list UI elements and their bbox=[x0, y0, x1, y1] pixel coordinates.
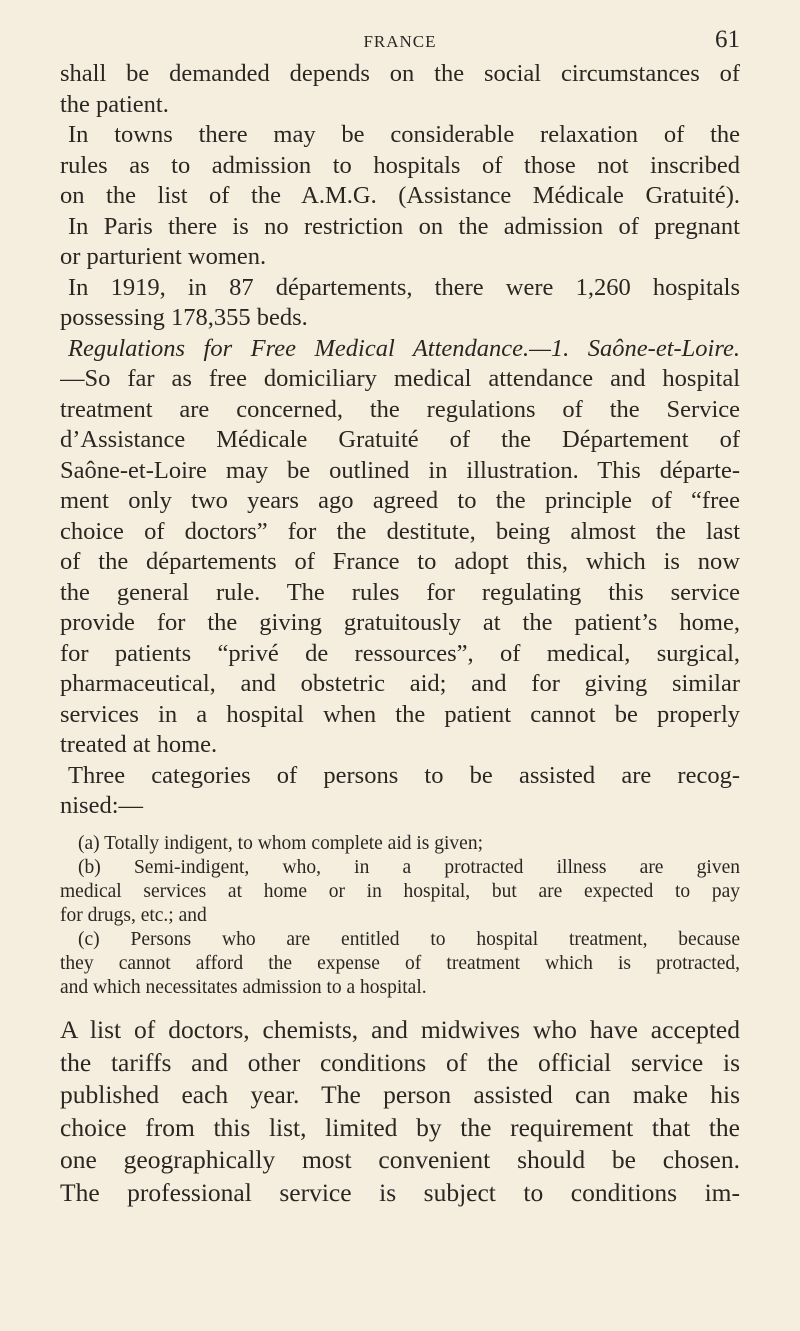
paragraph-line: Saône-et-Loire may be outlined in illustration. This départe- bbox=[60, 456, 740, 484]
paragraph-line: choice of doctors” for the destitute, being almost the last bbox=[60, 517, 740, 545]
paragraph-line: shall be demanded depends on the social circumstances of bbox=[60, 60, 740, 87]
closing-line: published each year. The person assisted can make his bbox=[60, 1080, 740, 1110]
list-line: they cannot afford the expense of treatment which is protracted, bbox=[60, 953, 740, 974]
list-line: and which necessitates admission to a hospital. bbox=[60, 977, 427, 998]
paragraph-line: the patient. bbox=[60, 90, 169, 118]
paragraph-line: of the départements of France to adopt this, which is now bbox=[60, 548, 740, 575]
paragraph-line: for patients “privé de ressources”, of medical, surgical, bbox=[60, 639, 740, 667]
running-title: FRANCE bbox=[363, 32, 437, 51]
paragraph-line: ment only two years ago agreed to the principle of “free bbox=[60, 487, 740, 514]
paragraph-line: the general rule. The rules for regulating this service bbox=[60, 578, 740, 606]
list-line: for drugs, etc.; and bbox=[60, 905, 207, 926]
paragraph-line: or parturient women. bbox=[60, 243, 267, 270]
list-line: (a) Totally indigent, to whom complete aid is given; bbox=[78, 833, 483, 854]
list-line: medical services at home or in hospital, but are expected to pay bbox=[60, 881, 740, 902]
paragraph-line: Three categories of persons to be assisted are recog- bbox=[68, 761, 740, 789]
running-header bbox=[0, 26, 800, 56]
list-line: (b) Semi-indigent, who, in a protracted illness are given bbox=[78, 857, 740, 878]
paragraph-line: pharmaceutical, and obstetric aid; and for giving similar bbox=[60, 670, 740, 697]
closing-line: A list of doctors, chemists, and midwives who have accepted bbox=[60, 1015, 740, 1044]
paragraph-line: nised:— bbox=[60, 792, 144, 819]
paragraph-line: provide for the giving gratuitously at the patient’s home, bbox=[60, 609, 740, 636]
closing-line: The professional service is subject to conditions im- bbox=[60, 1178, 740, 1207]
paragraph-line: d’Assistance Médicale Gratuité of the Département of bbox=[60, 426, 740, 453]
paragraph-line: In towns there may be considerable relaxation of the bbox=[68, 121, 740, 148]
list-line: (c) Persons who are entitled to hospital treatment, because bbox=[78, 929, 740, 950]
paragraph-line: —So far as free domiciliary medical attendance and hospital bbox=[60, 365, 740, 392]
paragraph-line: services in a hospital when the patient cannot be properly bbox=[60, 700, 740, 728]
paragraph-line: In Paris there is no restriction on the admission of pregnant bbox=[68, 212, 740, 240]
closing-line: the tariffs and other conditions of the official service is bbox=[60, 1047, 740, 1077]
paragraph-line: In 1919, in 87 départements, there were 1,260 hospitals bbox=[68, 273, 740, 301]
paragraph-line: treatment are concerned, the regulations of the Service bbox=[60, 395, 740, 423]
paragraph-line: treated at home. bbox=[60, 731, 218, 758]
paragraph-line: possessing 178,355 beds. bbox=[60, 304, 308, 331]
paragraph-line: on the list of the A.M.G. (Assistance Médicale Gratuité). bbox=[60, 182, 740, 209]
closing-line: choice from this list, limited by the requirement that the bbox=[60, 1112, 740, 1142]
closing-line: one geographically most convenient should be chosen. bbox=[60, 1145, 740, 1175]
paragraph-line: rules as to admission to hospitals of those not inscribed bbox=[60, 151, 740, 179]
page-number: 61 bbox=[715, 26, 740, 53]
paragraph-line: Regulations for Free Medical Attendance.—1. Saône-et-Loire. bbox=[68, 334, 740, 362]
